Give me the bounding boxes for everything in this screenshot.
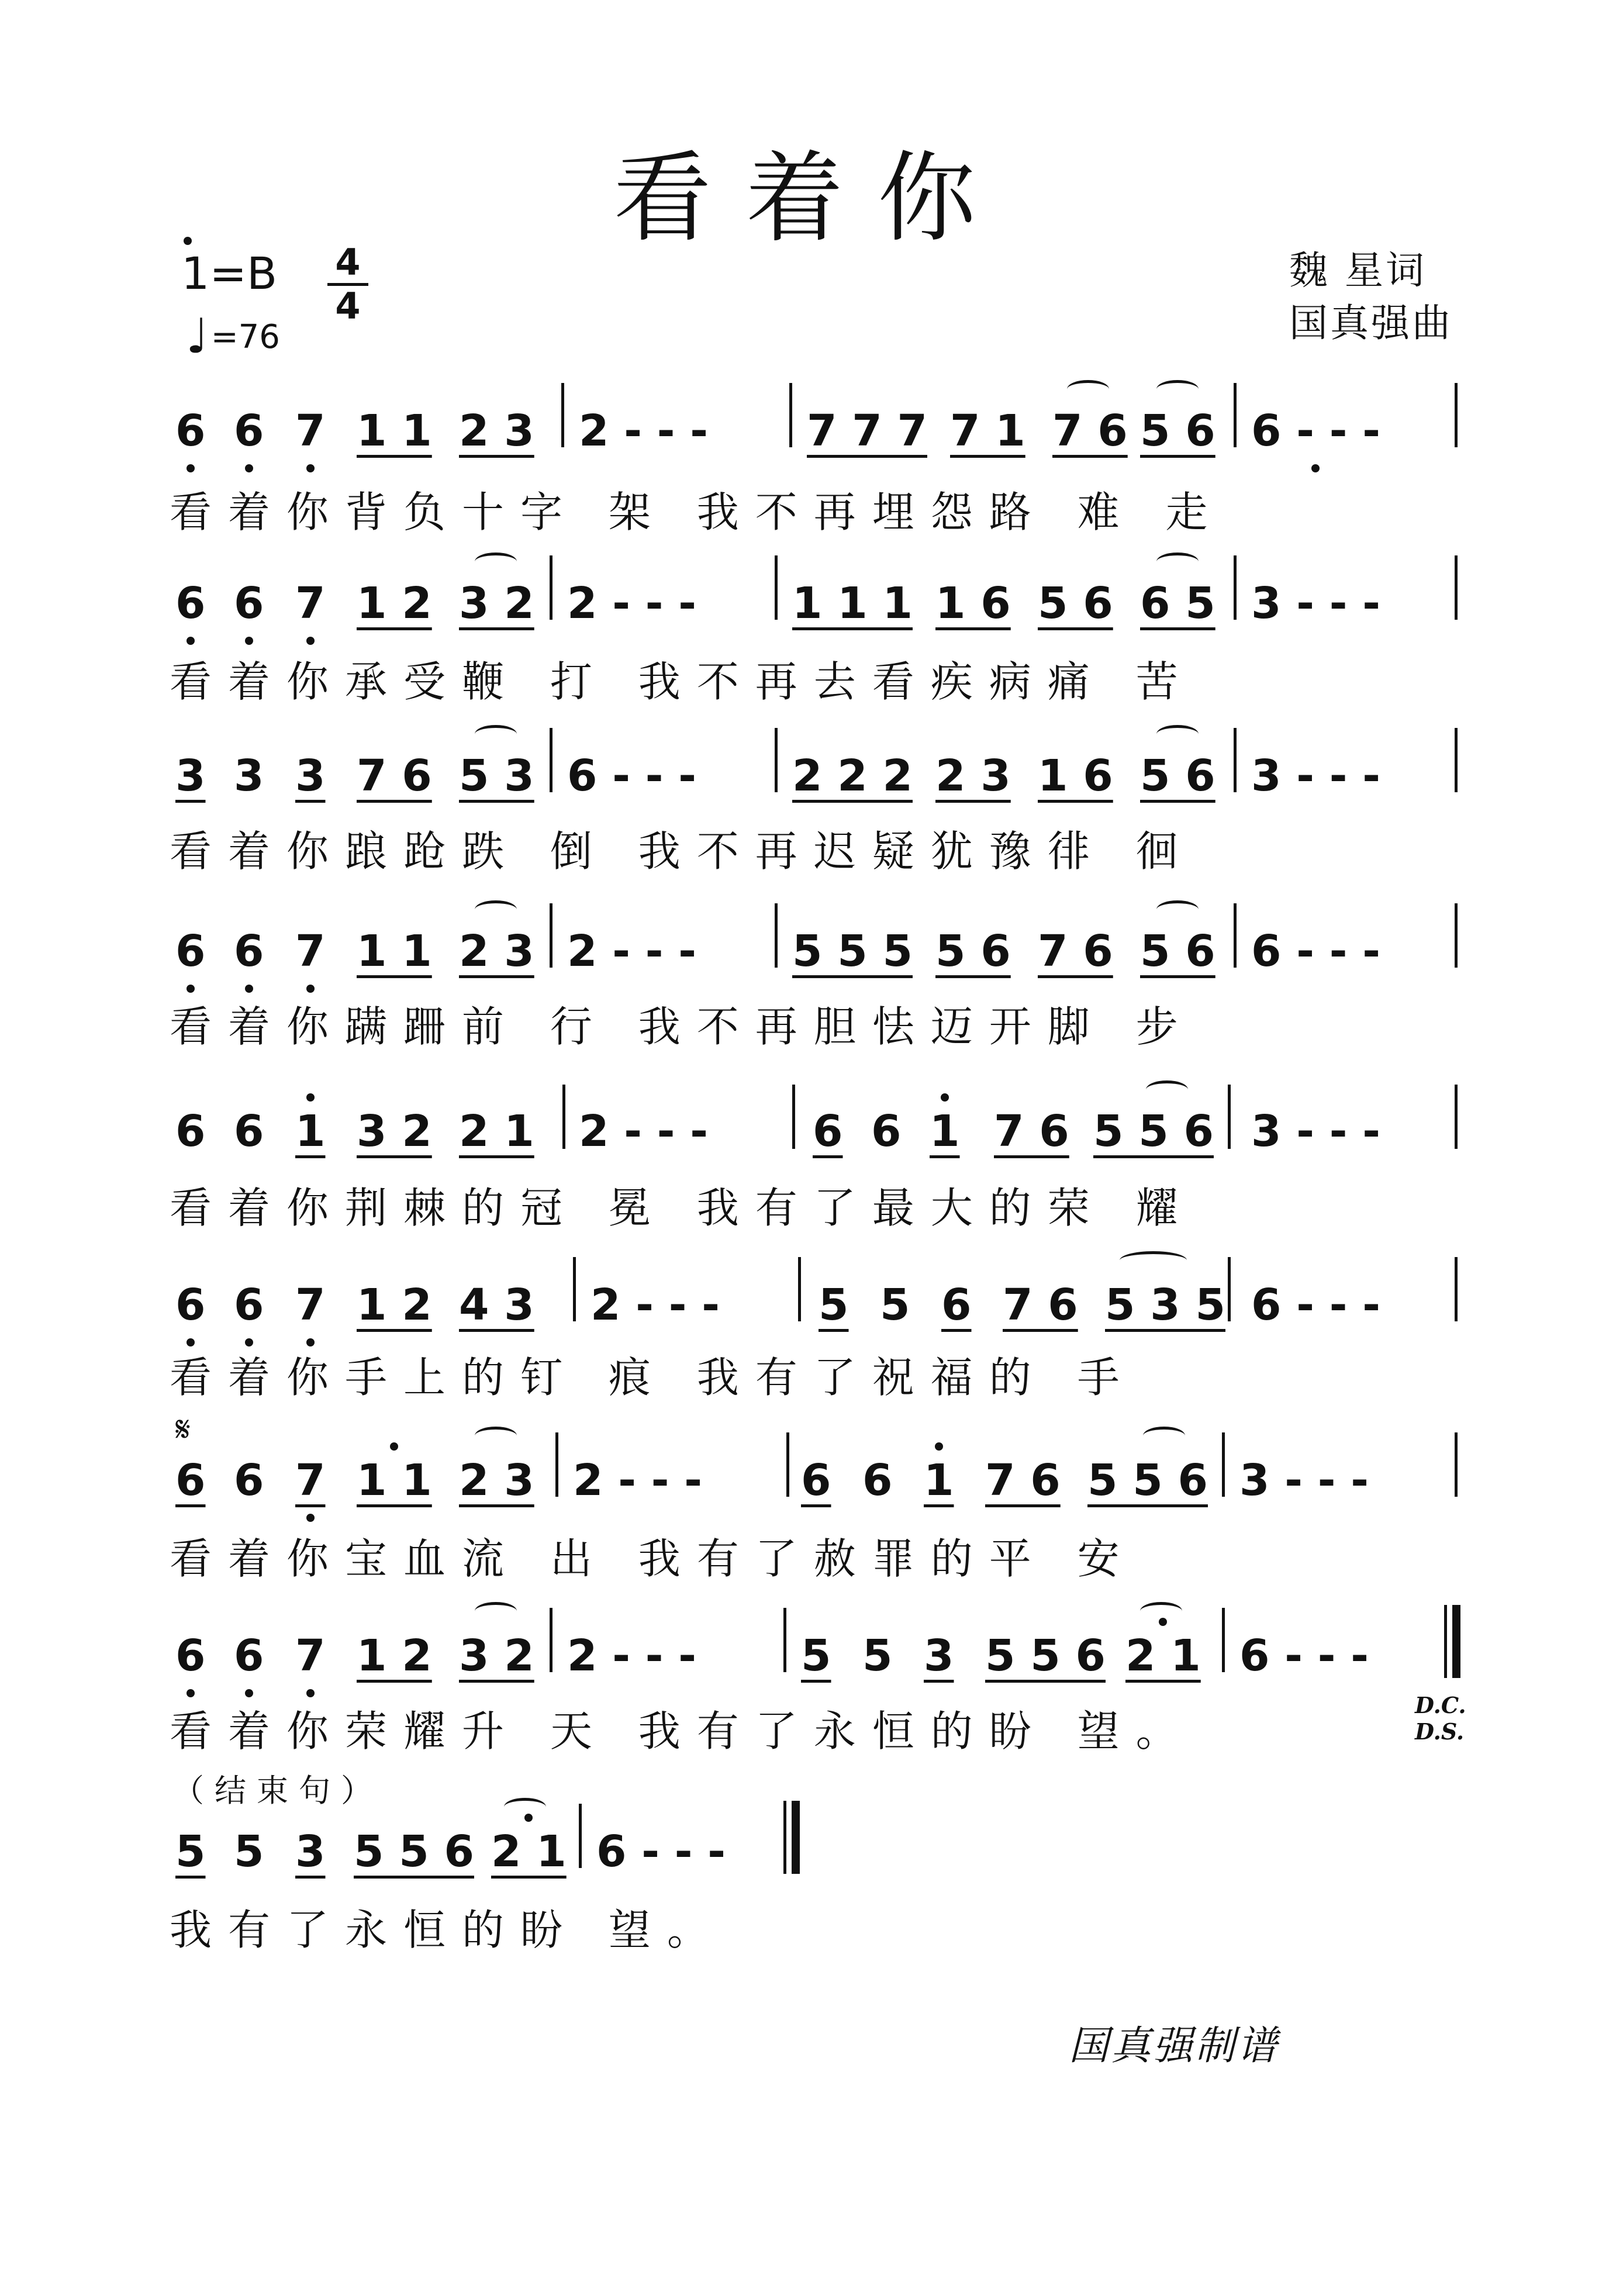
note: 5: [880, 1280, 910, 1330]
dc-marking: D.C.: [1415, 1692, 1466, 1718]
note: 1: [924, 1455, 954, 1506]
quarter-note-icon: ♩: [186, 309, 209, 364]
barline: [775, 728, 778, 792]
lyrics-line: 看着你手上的钉 痕 我有了祝福的 手: [170, 1353, 1136, 1402]
note-held: 3 - - -: [1239, 1455, 1369, 1506]
segno-icon: 𝄋: [175, 1409, 191, 1450]
note-group: 1 6: [1038, 751, 1113, 801]
barline: [1455, 728, 1458, 792]
note-held: 2 - - -: [591, 1280, 720, 1330]
note: 6: [234, 926, 264, 976]
note: 6: [862, 1455, 893, 1506]
note: 6: [175, 926, 206, 976]
note-group: 1 2: [357, 1280, 432, 1330]
note-group: 1 2: [357, 1631, 432, 1681]
barline: [579, 1804, 582, 1868]
note: 1: [295, 1106, 326, 1156]
note: 6: [234, 1631, 264, 1681]
note-group: 5 3 5: [1105, 1280, 1225, 1330]
barline: [1234, 728, 1237, 792]
lyrics-line: 看着你荆棘的冠 冕 我有了最大的荣 耀: [170, 1183, 1194, 1232]
key-signature: 1=B: [181, 247, 278, 299]
score-line-7: [0, 1455, 1623, 1535]
note-group: 2 1: [491, 1827, 567, 1877]
note-held: 3 - - -: [1251, 1106, 1380, 1156]
note-group: 5 6: [1140, 406, 1215, 456]
barline: [1222, 1432, 1225, 1497]
note: 6: [813, 1106, 843, 1156]
lyrics-line: 看着你踉跄跌 倒 我不再迟疑犹豫徘 徊: [170, 827, 1194, 876]
note: 5: [862, 1631, 893, 1681]
note: 6: [175, 1455, 206, 1506]
note-group: 5 6: [1140, 926, 1215, 976]
note-held: 6 - - -: [596, 1827, 726, 1877]
slur: [1067, 380, 1109, 398]
lyrics-line: 看着你承受鞭 打 我不再去看疾病痛 苦: [170, 657, 1194, 706]
note-group: 2 3: [459, 926, 534, 976]
barline: [792, 1085, 795, 1149]
slur: [475, 1602, 517, 1620]
note: 5: [175, 1827, 206, 1877]
lyrics-line: 看着你宝血流 出 我有了赦罪的平 安: [170, 1534, 1136, 1583]
note: 6: [234, 1455, 264, 1506]
barline: [550, 728, 552, 792]
note: 6: [175, 578, 206, 629]
barline: [1234, 383, 1237, 447]
note-group: 5 6: [1140, 751, 1215, 801]
arranger-credit: 国真强制谱: [1069, 2023, 1280, 2069]
note: 6: [175, 1280, 206, 1330]
note-held: 2 - - -: [579, 406, 708, 456]
note-group: 5 5 6: [1093, 1106, 1214, 1156]
note-held: 3 - - -: [1251, 751, 1380, 801]
time-signature: 4 4: [327, 244, 368, 324]
slur: [504, 1798, 546, 1816]
score-line-8: [0, 1631, 1623, 1710]
slur: [1146, 1080, 1188, 1099]
note-group: 5 3: [459, 751, 534, 801]
lyrics-line: 我有了永恒的盼 望。: [170, 1905, 726, 1955]
note-group: 3 2: [459, 1631, 534, 1681]
note: 7: [295, 1631, 326, 1681]
barline: [783, 1801, 786, 1874]
note-held: 6 - - -: [1251, 1280, 1380, 1330]
note-group: 1 1: [357, 926, 432, 976]
slur: [1156, 725, 1199, 743]
note: 3: [295, 751, 326, 801]
note-group: 5 6: [935, 926, 1011, 976]
note: 5: [234, 1827, 264, 1877]
lyricist-credit: 魏 星词: [1289, 248, 1427, 293]
note: 6: [801, 1455, 831, 1506]
note-group: 7 1: [950, 406, 1025, 456]
score-line-1: [0, 406, 1623, 485]
note-group: 5 5 6: [985, 1631, 1106, 1681]
note-held: 3 - - -: [1251, 578, 1380, 629]
note-group: 7 6: [357, 751, 432, 801]
note-held: 6 - - -: [567, 751, 696, 801]
note-group: 2 1: [1125, 1631, 1201, 1681]
note: 7: [295, 578, 326, 629]
song-title: 看着你: [613, 141, 1010, 256]
slur: [475, 1427, 517, 1445]
note: 6: [234, 1106, 264, 1156]
note-group: 7 6: [1003, 1280, 1078, 1330]
slur: [475, 725, 517, 743]
note-group: 1 6: [935, 578, 1011, 629]
note-group: 7 6: [994, 1106, 1069, 1156]
final-barline: [1452, 1605, 1460, 1678]
barline: [1455, 1257, 1458, 1321]
note: 6: [175, 1631, 206, 1681]
note-group: 4 3: [459, 1280, 534, 1330]
barline: [550, 903, 552, 968]
note-held: 2 - - -: [567, 578, 696, 629]
note: 1: [930, 1106, 960, 1156]
note: 7: [295, 406, 326, 456]
barline: [786, 1432, 789, 1497]
score-line-3: [0, 751, 1623, 830]
composer-credit: 国真强曲: [1289, 301, 1453, 346]
note: 6: [234, 578, 264, 629]
ending-label: （结束句）: [172, 1772, 383, 1809]
note: 3: [234, 751, 264, 801]
slur: [475, 553, 517, 571]
note-group: 7 6: [985, 1455, 1061, 1506]
note-group: 1 1 1: [792, 578, 913, 629]
note-group: 7 6: [1038, 926, 1113, 976]
barline: [555, 1432, 558, 1497]
barline: [1234, 555, 1237, 620]
barline: [798, 1257, 801, 1321]
slur: [1156, 380, 1199, 398]
note: 3: [295, 1827, 326, 1877]
note: 5: [801, 1631, 831, 1681]
note-group: 5 5 5: [792, 926, 913, 976]
note-group: 3 2: [459, 578, 534, 629]
barline: [561, 383, 564, 447]
slur: [1156, 900, 1199, 919]
note-held: 2 - - -: [579, 1106, 708, 1156]
barline: [1444, 1605, 1447, 1678]
note-group: 2 3: [459, 1455, 534, 1506]
note: 7: [295, 1455, 326, 1506]
barline: [1228, 1257, 1231, 1321]
barline: [1455, 1085, 1458, 1149]
score-line-2: [0, 578, 1623, 658]
barline: [573, 1257, 576, 1321]
note: 3: [924, 1631, 954, 1681]
note: 6: [175, 406, 206, 456]
note-group: 7 7 7: [807, 406, 927, 456]
note-group: 2 3: [935, 751, 1011, 801]
note-group: 5 5 6: [1087, 1455, 1208, 1506]
note: 5: [819, 1280, 849, 1330]
tempo-marking: ♩=76: [186, 309, 280, 364]
note-held: 2 - - -: [573, 1455, 702, 1506]
final-barline: [792, 1801, 800, 1874]
note-group: 7 6: [1052, 406, 1128, 456]
slur: [1143, 1427, 1185, 1445]
note-group: 2 1: [459, 1106, 534, 1156]
note-held: 6 - - -: [1239, 1631, 1369, 1681]
note-held: 2 - - -: [567, 1631, 696, 1681]
note-group: 2 3: [459, 406, 534, 456]
note: 6: [234, 406, 264, 456]
barline: [1455, 555, 1458, 620]
note: 3: [175, 751, 206, 801]
note-group: 2 2 2: [792, 751, 913, 801]
barline: [789, 383, 792, 447]
barline: [775, 555, 778, 620]
barline: [1222, 1608, 1225, 1672]
note: 6: [871, 1106, 902, 1156]
note-group: 1 1: [357, 1455, 432, 1506]
lyrics-line: 看着你蹒跚前 行 我不再胆怯迈开脚 步: [170, 1002, 1194, 1051]
barline: [1455, 903, 1458, 968]
lyrics-line: 看着你背负十字 架 我不再埋怨路 难 走: [170, 488, 1224, 537]
note: 7: [295, 926, 326, 976]
lyrics-line: 看着你荣耀升 天 我有了永恒的盼 望。: [170, 1707, 1194, 1756]
barline: [1455, 1432, 1458, 1497]
barline: [550, 555, 552, 620]
note-held: 2 - - -: [567, 926, 696, 976]
note-held: 6 - - -: [1251, 406, 1380, 456]
score-line-6: [0, 1280, 1623, 1359]
note: 6: [941, 1280, 972, 1330]
barline: [1455, 383, 1458, 447]
note-group: 6 5: [1140, 578, 1215, 629]
barline: [1228, 1085, 1231, 1149]
ds-marking: D.S.: [1415, 1718, 1465, 1745]
slur: [475, 900, 517, 919]
score-line-5: [0, 1106, 1623, 1186]
score-line-4: [0, 926, 1623, 1006]
note-group: 3 2: [357, 1106, 432, 1156]
barline: [550, 1608, 552, 1672]
note-held: 6 - - -: [1251, 926, 1380, 976]
note-group: 1 1: [357, 406, 432, 456]
note: 6: [234, 1280, 264, 1330]
slur: [1156, 553, 1199, 571]
note: 7: [295, 1280, 326, 1330]
score-line-ending: [0, 1827, 1623, 1906]
note-group: 5 6: [1038, 578, 1113, 629]
slur: [1120, 1251, 1187, 1269]
note: 6: [175, 1106, 206, 1156]
barline: [1234, 903, 1237, 968]
slur: [1140, 1602, 1182, 1620]
note-group: 5 5 6: [354, 1827, 474, 1877]
barline: [775, 903, 778, 968]
note-group: 1 2: [357, 578, 432, 629]
barline: [562, 1085, 565, 1149]
barline: [783, 1608, 786, 1672]
